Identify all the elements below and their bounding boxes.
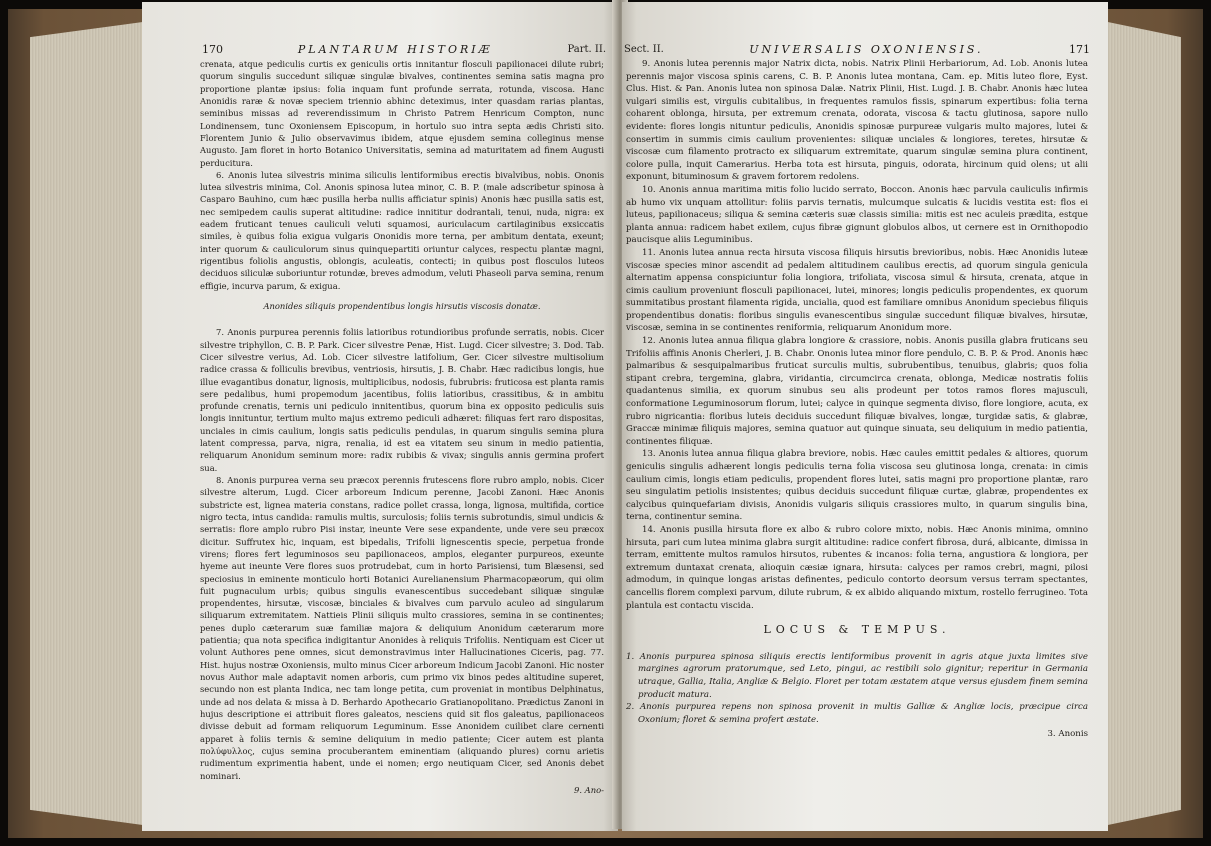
part-label: Part. II. <box>567 43 606 55</box>
paragraph: crenata, atque pediculis curtis ex geniculis ortis innitantur flosculi papilionacei dilute rubri; quorum singulis succedunt siliquæ singulæ bivalves, continentes semina satis magna pro proportione plantæ ipsius: folia inquam funt profunde serrata, rotunda, viscosa. Hanc Anonidis raræ & novæ speciem triennio abhinc deteximus, inter quasdam rarias plantas, seminibus missas ad reverendissimum in Christo Patrem Henricum Compton, nunc Londinensem, tunc Oxoniensem Episcopum, in hortulo suo intra septa ædis Christi sito. Florentem Junio & Julio observavimus ibidem, atque ejusdem semina colleginus mense Augusto. Jam floret in horto Botanico Universitatis, semina ad maturitatem ad finem Augusti perducitura. <box>200 59 604 168</box>
paragraph: 11. Anonis lutea annua recta hirsuta viscosa filiquis hirsutis brevioribus, nobis. Hæc Anonidis luteæ viscosæ species minor ascendit ad pedalem altitudinem caulibus erectis, ad quorum singula genicula alternatim appensa conspiciuntur folia longiora, trifoliata, viscosa simul & hirsuta, crenata, atque in cimis caulium proveniunt flosculi papilionacei, lutei, minores; longis pediculis propendentes, ex quorum summitatibus prostant filamenta rigida, uncialia, quod est familiare omnibus Anonidum speciebus filiquis propendentibus donatis: floribus singulis evanescentibus singulæ succedunt filiquæ bivalves, hirsutæ, viscosæ, semina in se continentes reniformia, reliquarum Anonidum more. <box>626 247 1088 334</box>
left-running-header <box>202 42 606 58</box>
left-page-edges <box>30 21 150 826</box>
right-running-header <box>624 42 1090 58</box>
running-title: UNIVERSALIS OXONIENSIS. <box>749 42 984 56</box>
left-page <box>142 2 618 831</box>
catchword: 3. Anonis <box>1047 729 1088 740</box>
paragraph: 10. Anonis annua maritima mitis folio lucido serrato, Boccon. Anonis hæc parvula cauliculis infirmis ab humo vix unquam attollitur: foliis parvis ternatis, mulcumque sulcatis & lucidis vestita est: flos ei luteus, papilionaceus; siliqua & semina cæteris suæ classis similia: mitis est nec aculeis prædita, estque planta annua: radicem habet exilem, cujus fibræ gignunt globulos albos, ut cernere est in Ornithopodio paucisque aliis Leguminibus. <box>626 184 1088 246</box>
section-subheading: Anonides siliquis propendentibus longis hirsutis viscosis donatæ. <box>263 300 541 311</box>
page-number: 171 <box>1069 42 1090 56</box>
paragraph: 6. Anonis lutea silvestris minima siliculis lentiformibus erectis bivalvibus, nobis. Ononis lutea silvestris minima, Col. Anonis spinosa lutea minor, C. B. P. (male adscribetur spinosa à Casparo Bauhino, cum hæc pusilla herba nullis afficiatur spinis) Anonis hæc pusilla satis est, nec semipedem caulis superat altitudine: radice innititur dodrantali, tenui, nuda, nigra: ex eadem fruticant tenues cauliculi veluti squamosi, auriculacum cartilaginibus exsiccatis similes, è quibus folia exigua vulgaris Ononidis more terna, per ambitum dentata, exeunt; inter quorum & cauliculorum sinus quinquepartiti oriuntur calyces, respectu plantæ magni, rigentibus foliolis angustis, oblongis, aculeatis, contecti; in quibus post flosculos luteos deciduos siliculæ suboriuntur rotundæ, breves admodum, veluti Phaseoli parva semina, renum effigie, incurva parum, & exigua. <box>200 169 604 291</box>
paragraph: 12. Anonis lutea annua filiqua glabra longiore & crassiore, nobis. Anonis pusilla glabra fruticans seu Trifoliis affinis Anonis Cherleri, J. B. Chabr. Ononis lutea minor flore pendulo, C. B. P. & Prod. Anonis hæc palmaribus & sesquipalmaribus fruticat surculis multis, subrubentibus, tenuibus, glabris; quos folia stipant crebra, tergemina, glabra, viridantia, circumcirca crenata, oblonga, Medicæ nostratis foliis quadantenus similia, ex quorum sinubus seu alis prodeunt per totos ramos flores majusculi, conformatione Leguminosorum florum, lutei; calyce in quinque segmenta diviso, flore longiore, acuta, ex rubro nigricantia: floribus luteis deciduis succedunt filiquæ bivalves, longæ, turgidæ satis, & glabræ, Graccæ minimæ filiquis majores, semina quatuor aut quinque sinuata, seu deliquium in medio patientia, continentes filiquæ. <box>626 336 1088 447</box>
paragraph: 8. Anonis purpurea verna seu præcox perennis frutescens flore rubro amplo, nobis. Cicer silvestre alterum, Lugd. Cicer arboreum Indicum perenne, Jacobi Zanoni. Hæc Anonis substricte est, lignea materia constans, radice pollet crassa, longa, lignosa, multifida, cortice nigro tecta, intus candida: ramulis multis, surculosis; foliis ternis subrotundis, simul undicis & serratis: flore amplo rubro Pisi instar, ineunte Vere sese expandente, unde vere seu præcox dicitur. Suffrutex hic, inquam, est bipedalis, Trifolii lignescentis specie, perpetua fronde virens; flores fert leguminosos seu papilionaceos, amplos, eleganter purpureos, exeunte hyeme aut ineunte Vere flores suos protrudebat, cum in horto Parisiensi, tum Blæsensi, sed speciosius in eminente monticulo horti Botanici Aurelianensium Pharmacopæorum, qui olim fuit pugnaculum urbis; quibus singulis evanescentibus succedebant siliquæ singulæ propendentes, hirsutæ, viscosæ, binciales & bivalves cum parvulo aculeo ad singularum siliquarum extremitatem. Nattieis Plinii siliquis multo crassiores, semina in se continentes; penes duplo cæterarum suæ familiæ majora & deliquium Anonidum cæterarum more patientia; qua nota specifica indigitantur Anonides à reliquis Trifoliis. Nentiquam est Cicer ut volunt Authores pene omnes, sicut demonstravimus inter Hallucinationes Ciceris, pag. 77. Hist. hujus nostræ Oxoniensis, multo minus Cicer arboreum Indicum Jacobi Zanoni. Hic noster novus Author male adaptavit nomen arboris, cum primo vix binos pedes altitudine superet, secundo non est planta Indica, nec tam longe petita, cum proveniat in montibus Delphinatus, unde ad nos delata & missa à D. Berhardo Apothecario Gratianopolitano. Prædictus Zanoni in hujus descriptione ei attribuit flores galeatos, nesciens quid sit flos galeatus, papilionaceos divisse debuit ad formam reliquorum Leguminum. Esse Anonidem cuilibet clare cernenti apparet à foliis ternis & semine deliquium in medio patiente; Cicer autem est planta πολύφυλλος, cujus semina procuberantem eminentiam (aliquando plures) cornu arietis rudimentum exprimentia habent, unde ei nomen; ergo neutiquam Cicer, sed Anonis debet nominari. <box>200 475 604 781</box>
catchword: 9. Ano- <box>574 784 604 795</box>
left-page-body <box>200 58 604 796</box>
paragraph: 7. Anonis purpurea perennis foliis latioribus rotundioribus profunde serratis, nobis. Cicer silvestre triphyllon, C. B. P. Park. Cicer silvestre Penæ, Hist. Lugd. Cicer silvestre; 3. Dod. Tab. Cicer silvestre verius, Ad. Lob. Cicer silvestre latifolium, Ger. Cicer silvestre multisolium radice crassa & folliculis brevibus, ventriosis, hirsutis, J. B. Chabr. Hæc radicibus longis, hue illue evagantibus donatur, lignosis, multiplicibus, nodosis, fubrubris: fruticosa est planta ramis sere pedalibus, humi propemodum jacentibus, foliis latioribus, crassitibus, & in ambitu profunde crenatis, ternis uni pediculo innitentibus, quorum bina ex opposito pediculis suis longis innituntur, tertium multo majus extremo pediculi adhæret: filiquas fert raro dispositas, unciales in cimis caulium, longis satis pediculis pendulas, in quarum singulis semina plura latent compressa, parva, nigra, renalia, id est ea vitatem seu sinum in medio patientia, reliquarum Anonidum seminum more: radix rubibis & vivax; singulis annis germina profert sua. <box>200 327 604 473</box>
right-page <box>622 2 1108 831</box>
right-page-body <box>626 58 1088 741</box>
paragraph: 14. Anonis pusilla hirsuta flore ex albo & rubro colore mixto, nobis. Hæc Anonis minima, omnino hirsuta, pari cum lutea minima glabra surgit altitudine: radice confert fibrosa, durá, albicante, dimissa in terram, emittente multos ramulos hirsutos, rubentes & incanos: folia terna, angustiora & longiora, per extremum duntaxat crenata, alioquin cæsiæ ignara, hirsuta: calyces per ramos crebri, magni, pilosi admodum, in quinque longas aristas definentes, pediculo contorto deorsum versus terram spectantes, cancellis florem complexi parvum, dilute rubrum, & ex albido aliquando mixtum, rostello ferrugineo. Tota plantula est contactu viscida. <box>626 524 1088 611</box>
paragraph: 9. Anonis lutea perennis major Natrix dicta, nobis. Natrix Plinii Herbariorum, Ad. Lob. Anonis lutea perennis major viscosa spinis carens, C. B. P. Anonis lutea montana, Cam. ep. Mitis luteo flore, Eyst. Clus. Hist. & Pan. Anonis lutea non spinosa Dalæ. Natrix Plinii, Hist. Lugd. J. B. Chabr. Anonis hæc lutea vulgari similis est, virgulis cubitalibus, in frequentes ramulos fissis, spinarum expertibus: folia terna coharent oblonga, hirsuta, per extremum crenata, odorata, viscosa & tactu glutinosa, sapore nullo evidente: flores longis nituntur pediculis, Anonidis spinosæ purpureæ vulgaris multo majores, lutei & consertim in summis cimis caulium provenientes: siliquæ unciales & longiores, teretes, hirsutæ & viscosæ cum filamento protracto ex siliquarum extremitate, quarum singulæ semina plura continent, colore pulla, inquit Camerarius. Herba tota est hirsuta, pinguis, odorata, hircinum quid olens; ut alii exponunt, bituminosum & gravem fortorem redolens. <box>626 59 1088 183</box>
page-number: 170 <box>202 42 223 56</box>
running-title: PLANTARUM HISTORIÆ <box>297 42 493 56</box>
section-label: Sect. II. <box>624 43 664 55</box>
right-page-edges <box>1103 21 1181 826</box>
locus-item: 2. Anonis purpurea repens non spinosa provenit in multis Galliæ & Angliæ locis, præcipue circa Oxonium; floret & semina profert æstate. <box>626 702 1088 725</box>
paragraph: 13. Anonis lutea annua filiqua glabra breviore, nobis. Hæc caules emittit pedales & altiores, quorum geniculis singulis adhærent longis pediculis terna folia viscosa seu glutinosa longa, crenata: in cimis caulium cimis, longis etiam pediculis, propendent flores lutei, satis magni pro proportione plantæ, raro seu singulatim petiolis insistentes; quibus deciduis succedunt filiquæ curtæ, glabræ, propendentes ex calycibus quinquefariam divisis, Anonidis vulgaris siliquis crassiores multo, in quarum singulis bina, terna, continentur semina. <box>626 449 1088 523</box>
locus-item: 1. Anonis purpurea spinosa siliquis erectis lentiformibus provenit in agris atque juxta limites sive margines agrorum pratorumque, sed Leto, pingui, ac restibili solo gignitur; reperitur in Germania utraque, Gallia, Italia, Angliæ & Belgio. Floret per totam æstatem atque versus ejusdem finem semina producit matura. <box>626 651 1088 700</box>
locus-heading: LOCUS & TEMPUS. <box>763 623 951 637</box>
